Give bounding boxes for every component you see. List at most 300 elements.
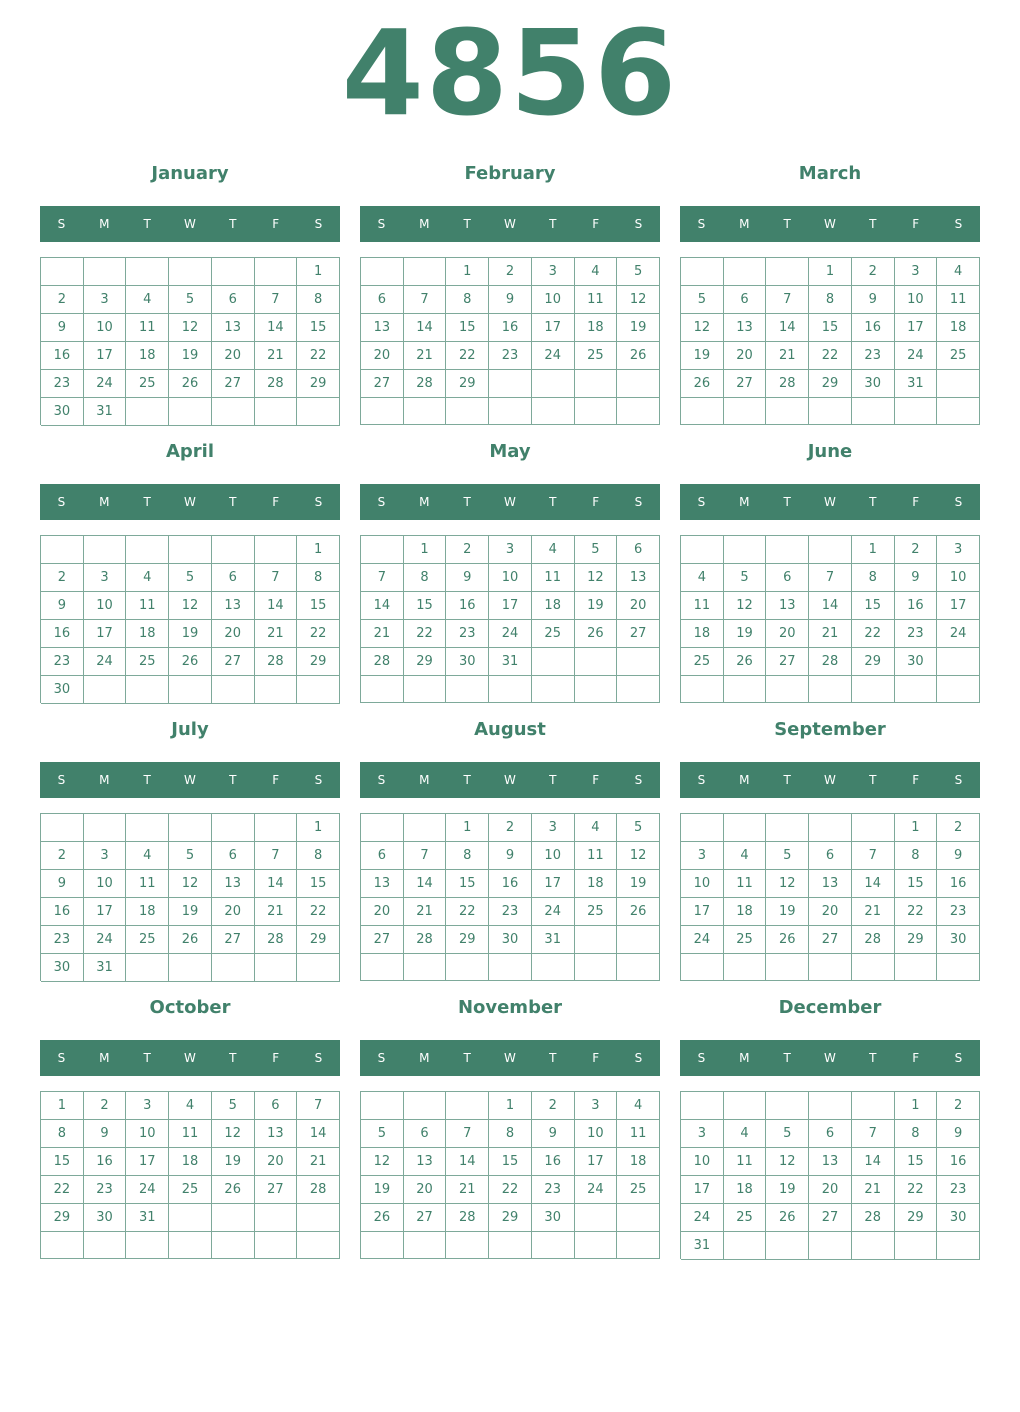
- day-cell: 22: [297, 898, 340, 926]
- weekday-label: F: [272, 773, 280, 787]
- day-cell: 24: [681, 926, 724, 954]
- empty-day-cell: [297, 1204, 340, 1232]
- day-cell: 7: [255, 564, 298, 592]
- empty-day-cell: [852, 398, 895, 425]
- day-cell: 1: [446, 814, 489, 842]
- empty-day-cell: [809, 1092, 852, 1120]
- empty-day-cell: [766, 1232, 809, 1260]
- day-cell: 27: [809, 1204, 852, 1232]
- empty-day-cell: [617, 676, 660, 703]
- weekday-label: S: [634, 495, 643, 509]
- weekday-label: T: [549, 217, 557, 231]
- day-cell: 12: [212, 1120, 255, 1148]
- day-cell: 20: [766, 620, 809, 648]
- day-cell: 25: [724, 1204, 767, 1232]
- day-cell: 31: [126, 1204, 169, 1232]
- day-cell: 29: [404, 648, 447, 676]
- day-cell: 7: [255, 842, 298, 870]
- day-cell: 27: [617, 620, 660, 648]
- day-cell: 16: [84, 1148, 127, 1176]
- day-cell: 13: [212, 592, 255, 620]
- month-name: February: [464, 163, 556, 184]
- empty-day-cell: [681, 398, 724, 425]
- day-cell: 17: [84, 898, 127, 926]
- day-cell: 12: [617, 286, 660, 314]
- month-name: September: [774, 719, 886, 740]
- day-cell: 13: [809, 870, 852, 898]
- day-cell: 3: [126, 1092, 169, 1120]
- day-cell: 5: [212, 1092, 255, 1120]
- day-cell: 4: [126, 286, 169, 314]
- day-cell: 10: [681, 870, 724, 898]
- day-cell: 21: [852, 1176, 895, 1204]
- day-cell: 25: [681, 648, 724, 676]
- empty-day-cell: [724, 1232, 767, 1260]
- empty-day-cell: [361, 676, 404, 703]
- day-cell: 21: [446, 1176, 489, 1204]
- empty-day-cell: [489, 954, 532, 981]
- day-cell: 30: [937, 1204, 980, 1232]
- weekday-label: M: [99, 1051, 110, 1065]
- empty-day-cell: [169, 814, 212, 842]
- empty-day-cell: [809, 1232, 852, 1260]
- day-cell: 24: [681, 1204, 724, 1232]
- day-cell: 17: [532, 870, 575, 898]
- day-cell: 8: [852, 564, 895, 592]
- day-cell: 12: [681, 314, 724, 342]
- day-cell: 14: [809, 592, 852, 620]
- empty-day-cell: [532, 398, 575, 425]
- empty-day-cell: [212, 398, 255, 426]
- day-cell: 6: [361, 286, 404, 314]
- month-name: January: [151, 163, 229, 184]
- day-cell: 25: [126, 926, 169, 954]
- day-cell: 9: [84, 1120, 127, 1148]
- day-cell: 4: [724, 842, 767, 870]
- day-cell: 30: [895, 648, 938, 676]
- weekday-label: S: [57, 1051, 66, 1065]
- day-cell: 14: [404, 870, 447, 898]
- weekday-label: S: [954, 495, 963, 509]
- day-cell: 11: [169, 1120, 212, 1148]
- day-cell: 23: [852, 342, 895, 370]
- day-cell: 8: [297, 286, 340, 314]
- day-cell: 10: [126, 1120, 169, 1148]
- day-cell: 25: [575, 342, 618, 370]
- day-cell: 29: [297, 370, 340, 398]
- day-cell: 6: [404, 1120, 447, 1148]
- day-cell: 15: [297, 870, 340, 898]
- weekday-label: M: [99, 217, 110, 231]
- empty-day-cell: [532, 370, 575, 398]
- day-cell: 5: [766, 842, 809, 870]
- weekday-label: W: [824, 773, 836, 787]
- day-cell: 1: [895, 1092, 938, 1120]
- day-cell: 11: [575, 286, 618, 314]
- day-cell: 8: [895, 842, 938, 870]
- day-cell: 8: [446, 286, 489, 314]
- year-title: 4856: [341, 4, 679, 142]
- day-cell: 13: [617, 564, 660, 592]
- empty-day-cell: [617, 1232, 660, 1259]
- day-cell: 26: [575, 620, 618, 648]
- day-cell: 7: [297, 1092, 340, 1120]
- empty-day-cell: [809, 676, 852, 703]
- weekday-label: T: [463, 217, 471, 231]
- day-cell: 9: [41, 870, 84, 898]
- empty-day-cell: [126, 258, 169, 286]
- day-cell: 24: [84, 926, 127, 954]
- day-cell: 9: [937, 842, 980, 870]
- day-cell: 14: [852, 870, 895, 898]
- day-cell: 6: [255, 1092, 298, 1120]
- weekday-label: T: [143, 495, 151, 509]
- empty-day-cell: [724, 676, 767, 703]
- day-cell: 27: [404, 1204, 447, 1232]
- month-name: March: [798, 163, 862, 184]
- weekday-label: S: [697, 217, 706, 231]
- day-cell: 30: [532, 1204, 575, 1232]
- day-cell: 18: [937, 314, 980, 342]
- day-cell: 5: [361, 1120, 404, 1148]
- day-cell: 19: [766, 1176, 809, 1204]
- day-cell: 5: [617, 258, 660, 286]
- day-cell: 25: [724, 926, 767, 954]
- day-cell: 16: [489, 870, 532, 898]
- empty-day-cell: [766, 258, 809, 286]
- weekday-label: T: [229, 217, 237, 231]
- empty-day-cell: [575, 1204, 618, 1232]
- day-grid: [680, 535, 980, 703]
- empty-day-cell: [41, 536, 84, 564]
- weekday-label: M: [739, 1051, 750, 1065]
- empty-day-cell: [489, 398, 532, 425]
- day-cell: 5: [724, 564, 767, 592]
- empty-day-cell: [169, 398, 212, 426]
- day-cell: 1: [41, 1092, 84, 1120]
- month-name: July: [171, 719, 209, 740]
- day-cell: 24: [532, 898, 575, 926]
- day-grid: [680, 257, 980, 425]
- weekday-label: S: [57, 217, 66, 231]
- day-cell: 29: [809, 370, 852, 398]
- weekday-label: W: [184, 217, 196, 231]
- day-cell: 10: [532, 286, 575, 314]
- weekday-label: S: [377, 495, 386, 509]
- day-cell: 20: [617, 592, 660, 620]
- day-cell: 30: [41, 676, 84, 704]
- weekday-label: F: [592, 217, 600, 231]
- day-cell: 2: [41, 564, 84, 592]
- empty-day-cell: [724, 398, 767, 425]
- empty-day-cell: [766, 954, 809, 981]
- day-cell: 15: [41, 1148, 84, 1176]
- day-cell: 24: [489, 620, 532, 648]
- weekday-label: F: [272, 1051, 280, 1065]
- day-cell: 17: [575, 1148, 618, 1176]
- weekday-label: W: [504, 495, 516, 509]
- day-cell: 11: [617, 1120, 660, 1148]
- weekday-label: S: [314, 773, 323, 787]
- day-cell: 26: [361, 1204, 404, 1232]
- weekday-header: [40, 206, 340, 242]
- day-cell: 15: [446, 870, 489, 898]
- day-cell: 22: [809, 342, 852, 370]
- day-cell: 23: [895, 620, 938, 648]
- weekday-label: S: [634, 773, 643, 787]
- empty-day-cell: [212, 954, 255, 982]
- day-cell: 14: [852, 1148, 895, 1176]
- empty-day-cell: [361, 536, 404, 564]
- day-grid: [680, 813, 980, 981]
- day-cell: 17: [84, 342, 127, 370]
- day-cell: 28: [446, 1204, 489, 1232]
- weekday-header: [40, 762, 340, 798]
- weekday-label: T: [549, 495, 557, 509]
- day-cell: 9: [532, 1120, 575, 1148]
- day-cell: 18: [617, 1148, 660, 1176]
- empty-day-cell: [809, 814, 852, 842]
- weekday-header: [680, 762, 980, 798]
- empty-day-cell: [297, 676, 340, 704]
- empty-day-cell: [361, 954, 404, 981]
- day-cell: 28: [404, 370, 447, 398]
- empty-day-cell: [361, 398, 404, 425]
- empty-day-cell: [361, 1092, 404, 1120]
- weekday-label: T: [463, 1051, 471, 1065]
- day-cell: 5: [681, 286, 724, 314]
- day-cell: 24: [84, 648, 127, 676]
- day-cell: 2: [84, 1092, 127, 1120]
- day-cell: 10: [84, 314, 127, 342]
- day-cell: 21: [255, 342, 298, 370]
- day-cell: 5: [575, 536, 618, 564]
- day-cell: 3: [937, 536, 980, 564]
- empty-day-cell: [766, 1092, 809, 1120]
- day-cell: 16: [937, 870, 980, 898]
- day-cell: 21: [255, 620, 298, 648]
- day-cell: 12: [361, 1148, 404, 1176]
- day-cell: 21: [809, 620, 852, 648]
- day-cell: 19: [361, 1176, 404, 1204]
- day-cell: 6: [809, 1120, 852, 1148]
- day-cell: 16: [489, 314, 532, 342]
- day-cell: 22: [446, 898, 489, 926]
- empty-day-cell: [895, 1232, 938, 1260]
- day-cell: 28: [852, 1204, 895, 1232]
- empty-day-cell: [212, 536, 255, 564]
- weekday-label: T: [143, 217, 151, 231]
- day-cell: 3: [575, 1092, 618, 1120]
- day-cell: 25: [617, 1176, 660, 1204]
- empty-day-cell: [255, 954, 298, 982]
- empty-day-cell: [937, 1232, 980, 1260]
- weekday-label: T: [869, 495, 877, 509]
- weekday-label: T: [143, 1051, 151, 1065]
- day-cell: 17: [84, 620, 127, 648]
- day-cell: 26: [766, 1204, 809, 1232]
- day-cell: 8: [895, 1120, 938, 1148]
- day-cell: 29: [297, 648, 340, 676]
- empty-day-cell: [297, 954, 340, 982]
- weekday-label: T: [143, 773, 151, 787]
- day-cell: 31: [489, 648, 532, 676]
- day-cell: 4: [724, 1120, 767, 1148]
- weekday-label: M: [739, 217, 750, 231]
- day-cell: 11: [724, 1148, 767, 1176]
- day-cell: 3: [681, 842, 724, 870]
- day-cell: 15: [852, 592, 895, 620]
- day-cell: 4: [532, 536, 575, 564]
- day-cell: 1: [404, 536, 447, 564]
- empty-day-cell: [937, 676, 980, 703]
- day-cell: 9: [41, 592, 84, 620]
- day-cell: 2: [532, 1092, 575, 1120]
- day-cell: 6: [809, 842, 852, 870]
- day-cell: 8: [297, 842, 340, 870]
- empty-day-cell: [532, 954, 575, 981]
- weekday-label: T: [783, 773, 791, 787]
- empty-day-cell: [361, 814, 404, 842]
- day-cell: 22: [895, 1176, 938, 1204]
- empty-day-cell: [169, 676, 212, 704]
- day-cell: 23: [489, 342, 532, 370]
- weekday-label: T: [463, 773, 471, 787]
- weekday-label: S: [954, 1051, 963, 1065]
- day-cell: 26: [169, 370, 212, 398]
- day-cell: 23: [41, 370, 84, 398]
- day-cell: 2: [937, 814, 980, 842]
- day-cell: 31: [895, 370, 938, 398]
- empty-day-cell: [404, 1232, 447, 1259]
- empty-day-cell: [255, 1232, 298, 1259]
- day-cell: 23: [489, 898, 532, 926]
- day-cell: 6: [212, 286, 255, 314]
- day-cell: 1: [895, 814, 938, 842]
- day-cell: 27: [361, 926, 404, 954]
- day-cell: 27: [212, 370, 255, 398]
- weekday-label: W: [504, 1051, 516, 1065]
- day-cell: 17: [126, 1148, 169, 1176]
- empty-day-cell: [937, 648, 980, 676]
- day-cell: 16: [41, 620, 84, 648]
- empty-day-cell: [126, 398, 169, 426]
- day-cell: 30: [937, 926, 980, 954]
- empty-day-cell: [404, 1092, 447, 1120]
- day-grid: [40, 1091, 340, 1259]
- day-cell: 19: [617, 314, 660, 342]
- empty-day-cell: [766, 676, 809, 703]
- month-name: October: [149, 997, 231, 1018]
- day-cell: 28: [255, 370, 298, 398]
- day-cell: 20: [361, 342, 404, 370]
- weekday-label: T: [463, 495, 471, 509]
- day-cell: 29: [489, 1204, 532, 1232]
- weekday-header: [680, 206, 980, 242]
- day-cell: 14: [446, 1148, 489, 1176]
- empty-day-cell: [809, 536, 852, 564]
- day-cell: 7: [852, 842, 895, 870]
- day-cell: 10: [532, 842, 575, 870]
- day-cell: 29: [41, 1204, 84, 1232]
- empty-day-cell: [617, 398, 660, 425]
- weekday-label: M: [99, 773, 110, 787]
- day-cell: 15: [446, 314, 489, 342]
- day-cell: 19: [766, 898, 809, 926]
- empty-day-cell: [724, 258, 767, 286]
- day-cell: 19: [724, 620, 767, 648]
- empty-day-cell: [404, 676, 447, 703]
- empty-day-cell: [297, 1232, 340, 1259]
- day-cell: 10: [937, 564, 980, 592]
- empty-day-cell: [617, 926, 660, 954]
- day-cell: 14: [361, 592, 404, 620]
- day-cell: 17: [681, 1176, 724, 1204]
- empty-day-cell: [617, 1204, 660, 1232]
- empty-day-cell: [404, 398, 447, 425]
- day-cell: 22: [489, 1176, 532, 1204]
- empty-day-cell: [532, 676, 575, 703]
- day-cell: 19: [169, 342, 212, 370]
- day-cell: 4: [617, 1092, 660, 1120]
- day-cell: 9: [852, 286, 895, 314]
- weekday-label: S: [634, 217, 643, 231]
- day-cell: 27: [766, 648, 809, 676]
- day-cell: 23: [937, 898, 980, 926]
- weekday-label: S: [377, 773, 386, 787]
- day-cell: 12: [169, 314, 212, 342]
- weekday-label: T: [549, 1051, 557, 1065]
- weekday-header: [40, 484, 340, 520]
- empty-day-cell: [169, 1204, 212, 1232]
- day-cell: 3: [84, 286, 127, 314]
- day-cell: 26: [169, 648, 212, 676]
- day-grid: [360, 813, 660, 981]
- empty-day-cell: [895, 676, 938, 703]
- day-cell: 10: [681, 1148, 724, 1176]
- empty-day-cell: [126, 814, 169, 842]
- empty-day-cell: [84, 814, 127, 842]
- day-cell: 2: [489, 258, 532, 286]
- day-cell: 27: [255, 1176, 298, 1204]
- empty-day-cell: [41, 258, 84, 286]
- day-cell: 24: [532, 342, 575, 370]
- day-cell: 17: [937, 592, 980, 620]
- empty-day-cell: [852, 1232, 895, 1260]
- day-grid: [360, 535, 660, 703]
- weekday-label: F: [272, 217, 280, 231]
- empty-day-cell: [404, 258, 447, 286]
- weekday-label: W: [824, 1051, 836, 1065]
- day-cell: 16: [446, 592, 489, 620]
- day-cell: 10: [489, 564, 532, 592]
- day-cell: 15: [297, 314, 340, 342]
- empty-day-cell: [895, 954, 938, 981]
- day-cell: 12: [617, 842, 660, 870]
- day-cell: 30: [41, 398, 84, 426]
- day-cell: 27: [809, 926, 852, 954]
- day-cell: 20: [212, 342, 255, 370]
- day-cell: 29: [852, 648, 895, 676]
- day-cell: 3: [532, 258, 575, 286]
- day-cell: 20: [361, 898, 404, 926]
- empty-day-cell: [575, 648, 618, 676]
- weekday-label: S: [314, 495, 323, 509]
- day-cell: 9: [895, 564, 938, 592]
- day-cell: 24: [126, 1176, 169, 1204]
- weekday-header: [680, 484, 980, 520]
- day-cell: 26: [681, 370, 724, 398]
